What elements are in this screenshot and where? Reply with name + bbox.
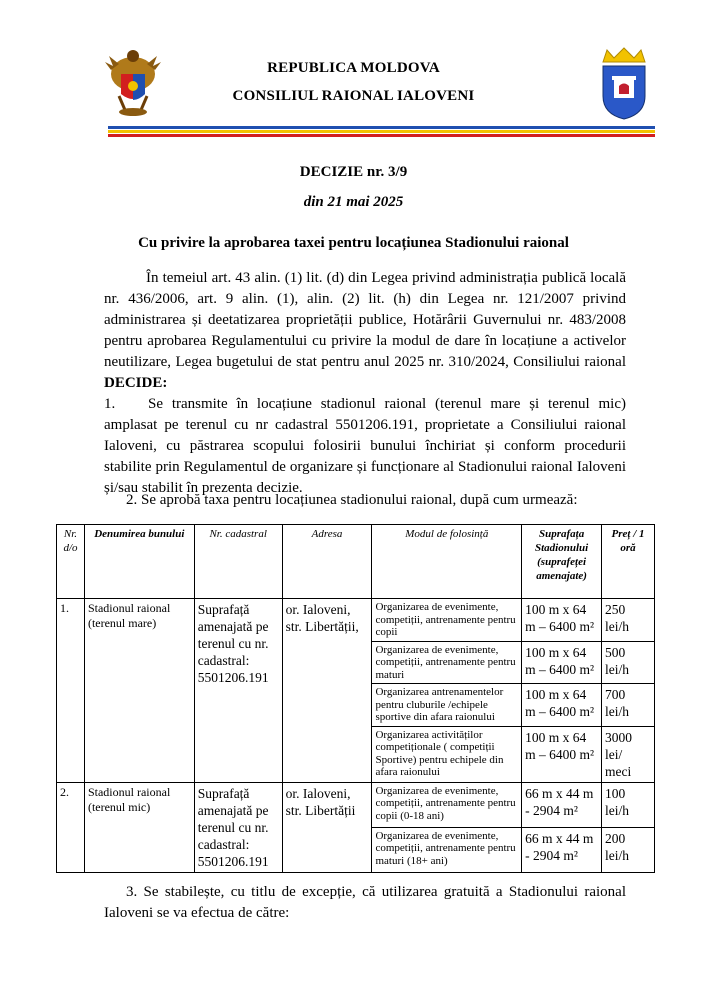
col-area: Suprafața Stadionului (suprafeței amenajate) (522, 525, 602, 599)
table-header-row (57, 525, 655, 599)
row-area: 100 m x 64 m – 6400 m² (522, 726, 602, 782)
flag-stripe-yellow (108, 130, 655, 133)
moldova-coat-of-arms-icon (103, 44, 163, 122)
table-row (57, 599, 655, 642)
intro-text: În temeiul art. 43 alin. (1) lit. (d) din Legea privind administrația publică locală nr. 436/2006, art. 9 alin. (1), alin. (2) lit. (h) din Legea nr. 121/2007 privind administrarea și deetatizarea proprietății publice, Hotărârii Guvernului nr. 483/2008 pentru aprobarea Regulamentului cu privire la modul de dare în locațiune a activelor neutilizare, Legea bugetului de stat pentru anul 2025 nr. 310/2024, Consiliului raional (104, 270, 626, 370)
col-name: Denumirea bunului (84, 525, 194, 599)
row-area: 100 m x 64 m – 6400 m² (522, 641, 602, 684)
row-address: or. Ialoveni, str. Libertății, (282, 599, 372, 783)
row-use: Organizarea de evenimente, competiții, antrenamente pentru copii (0-18 ani) (372, 782, 522, 827)
row-area: 100 m x 64 m – 6400 m² (522, 599, 602, 642)
item-2-paragraph: 2. Se aprobă taxa pentru locațiunea stadionului raional, după cum urmează: (126, 492, 578, 508)
row-nr: 2. (57, 782, 85, 872)
fees-table (56, 524, 655, 873)
row-use: Organizarea de evenimente, competiții, antrenamente pentru maturi (18+ ani) (372, 827, 522, 872)
item-1-text: Se transmite în locațiune stadionul raional (terenul mare și terenul mic) amplasat pe terenul cu nr cadastral 5501206.191, proprietate a Consiliului raional Ialoveni, cu păstrarea scopului folosirii bunului închiriat și conform procedurii stabilite prin Regulamentul de organizare și funcționare al Stadionului raional Ialoveni și/sau stabilit în prezenta decizie. (104, 396, 626, 496)
intro-paragraph (104, 268, 626, 394)
row-name: Stadionul raional (terenul mare) (84, 599, 194, 783)
row-price: 100 lei/h (602, 782, 655, 827)
council-name: CONSILIUL RAIONAL IALOVENI (232, 88, 475, 104)
item-1-paragraph (104, 394, 626, 499)
row-cadastral: Suprafață amenajată pe terenul cu nr. cadastral: 5501206.191 (194, 599, 282, 783)
table-row (57, 782, 655, 827)
col-use: Modul de folosință (372, 525, 522, 599)
row-address: or. Ialoveni, str. Libertății (282, 782, 372, 872)
row-area: 66 m x 44 m - 2904 m² (522, 782, 602, 827)
row-use: Organizarea de evenimente, competiții, antrenamente pentru copii (372, 599, 522, 642)
row-name: Stadionul raional (terenul mic) (84, 782, 194, 872)
row-price: 3000 lei/ meci (602, 726, 655, 782)
col-price: Preț / 1 oră (602, 525, 655, 599)
row-use: Organizarea activităților competiționale ( competiții Sportive) pentru echipele din afara raionului (372, 726, 522, 782)
row-price: 200 lei/h (602, 827, 655, 872)
col-nr: Nr. d/o (57, 525, 85, 599)
row-area: 100 m x 64 m – 6400 m² (522, 684, 602, 727)
decision-number: DECIZIE nr. 3/9 (299, 164, 408, 180)
row-price: 250 lei/h (602, 599, 655, 642)
row-area: 66 m x 44 m - 2904 m² (522, 827, 602, 872)
row-use: Organizarea de evenimente, competiții, antrenamente pentru maturi (372, 641, 522, 684)
country-name: REPUBLICA MOLDOVA (267, 60, 440, 76)
decision-subject: Cu privire la aprobarea taxei pentru locațiunea Stadionului raional (138, 235, 569, 251)
col-address: Adresa (282, 525, 372, 599)
ialoveni-coat-of-arms-icon (597, 46, 651, 120)
decision-date: din 21 mai 2025 (303, 194, 404, 210)
decide-keyword: DECIDE: (104, 375, 168, 391)
row-use: Organizarea antrenamentelor pentru cluburile /echipele sportive din afara raionului (372, 684, 522, 727)
flag-stripe-blue (108, 126, 655, 129)
row-cadastral: Suprafață amenajată pe terenul cu nr. cadastral: 5501206.191 (194, 782, 282, 872)
col-cadastral: Nr. cadastral (194, 525, 282, 599)
row-nr: 1. (57, 599, 85, 783)
flag-stripe-red (108, 134, 655, 137)
row-price: 500 lei/h (602, 641, 655, 684)
item-3-paragraph: 3. Se stabilește, cu titlu de excepție, că utilizarea gratuită a Stadionului raional Ialoveni se va efectua de către: (104, 884, 626, 921)
item-1-number: 1. (104, 396, 116, 412)
row-price: 700 lei/h (602, 684, 655, 727)
